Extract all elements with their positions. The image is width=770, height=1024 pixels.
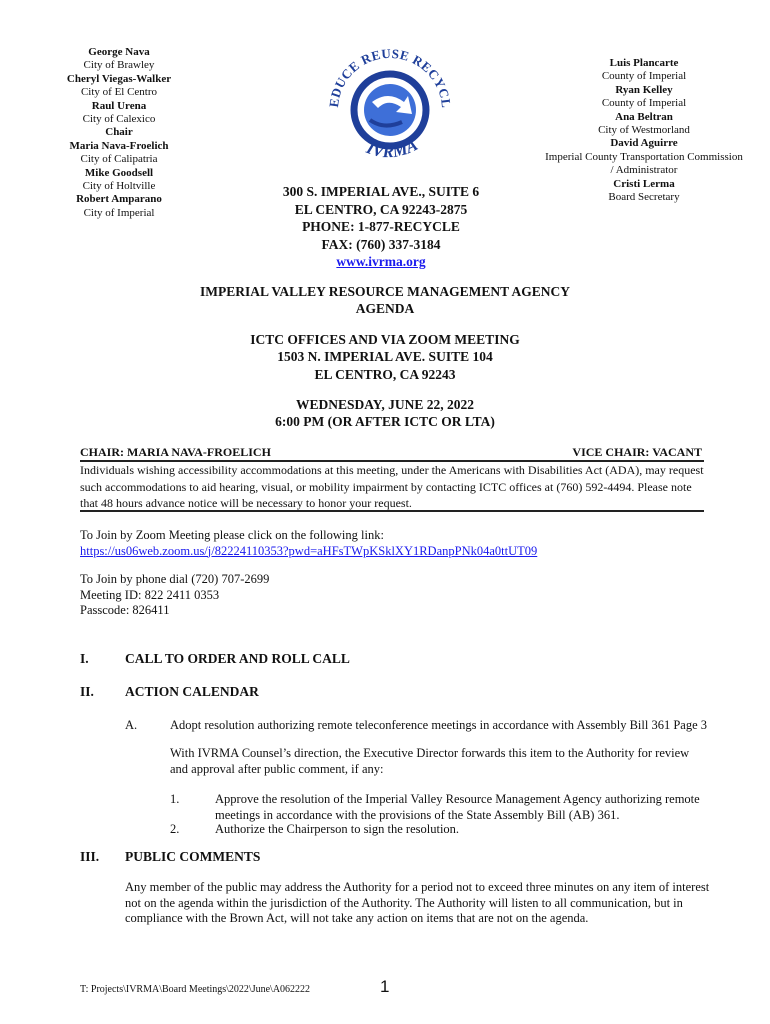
member-org: City of Imperial	[83, 206, 155, 219]
agency-title: IMPERIAL VALLEY RESOURCE MANAGEMENT AGENCY	[199, 284, 571, 299]
member-name: George Nava	[88, 46, 150, 58]
zoom-link[interactable]: https://us06web.zoom.us/j/82224110353?pwd=aHFsTWpKSklXY1RDanpPNk04a0ttUT09	[80, 543, 538, 558]
address-street: 300 S. IMPERIAL AVE., SUITE 6	[282, 184, 480, 199]
section-title: PUBLIC COMMENTS	[125, 849, 261, 864]
member-name: Mike Goodsell	[84, 166, 154, 179]
zoom-intro: To Join by Zoom Meeting please click on the following link:	[80, 528, 384, 542]
member-name: Ryan Kelley	[615, 83, 673, 96]
recycle-logo-icon	[322, 40, 458, 176]
board-members-right	[534, 57, 754, 204]
ada-notice: Individuals wishing accessibility accommodations at this meeting, under the Americans with Disabilities Act (ADA), may request such accommodations to aid hearing, visual, or mobility impairment by contacting ICTC offices at (760) 592-4494. Please note that 48 hours advance notice will be necessary to honor your request.	[80, 463, 704, 510]
member-name: David Aguirre	[610, 137, 678, 150]
member-org: City of Brawley	[83, 59, 155, 72]
section-number: III.	[80, 849, 100, 864]
member-org: Board Secretary	[608, 191, 680, 204]
meeting-datetime	[0, 396, 770, 431]
item-description: With IVRMA Counsel’s direction, the Executive Director forwards this item to the Authority for review and approval after public comment, if any:	[170, 746, 690, 776]
file-path: T: Projects\IVRMA\Board Meetings\2022\June\A062222	[80, 984, 311, 995]
member-org: City of Holtville	[82, 180, 156, 193]
section-title: CALL TO ORDER AND ROLL CALL	[125, 651, 350, 666]
website-link[interactable]: www.ivrma.org	[336, 254, 426, 269]
member-name: Robert Amparano	[76, 193, 162, 206]
phone-dial: To Join by phone dial (720) 707-2699	[80, 572, 270, 586]
member-name: Raul Urena	[91, 99, 147, 112]
meeting-date: WEDNESDAY, JUNE 22, 2022	[296, 397, 474, 412]
section-number: II.	[80, 684, 94, 699]
location-line: EL CENTRO, CA 92243	[314, 366, 456, 382]
location-line: 1503 N. IMPERIAL AVE. SUITE 104	[277, 349, 493, 365]
passcode: Passcode: 826411	[80, 603, 170, 617]
agency-address	[250, 183, 512, 271]
vice-chair: VICE CHAIR: VACANT	[572, 445, 702, 459]
subitem-text: Approve the resolution of the Imperial Valley Resource Management Agency authorizing remote meetings in accordance with the provisions of the State Assembly Bill (AB) 361.	[215, 792, 700, 822]
address-fax: FAX: (760) 337-3184	[321, 236, 441, 252]
member-name: Cheryl Viegas-Walker	[66, 72, 172, 85]
meeting-time: 6:00 PM (OR AFTER ICTC OR LTA)	[275, 414, 495, 430]
address-phone: PHONE: 1-877-RECYCLE	[302, 219, 460, 234]
item-letter: A.	[125, 718, 138, 732]
ivrma-logo	[322, 40, 458, 176]
member-org: Imperial County Transportation Commission / Administrator	[545, 150, 743, 177]
agenda-heading	[0, 283, 770, 318]
logo-arc-text: EDUCE REUSE RECYCL	[325, 45, 455, 109]
member-name: Cristi Lerma	[613, 177, 675, 190]
page-number: 1	[380, 977, 390, 996]
member-name: Maria Nava-Froelich	[69, 139, 169, 152]
svg-text:IVRMA	[363, 135, 421, 161]
member-org: County of Imperial	[601, 70, 687, 83]
phone-info	[80, 572, 480, 619]
member-role: Chair	[105, 126, 133, 139]
member-name: Ana Beltran	[615, 110, 673, 123]
member-org: City of Calexico	[82, 113, 156, 126]
subitem-number: 2.	[170, 822, 180, 836]
section-title: ACTION CALENDAR	[125, 684, 259, 699]
member-org: City of Calipatria	[80, 153, 158, 166]
document-title: AGENDA	[355, 301, 415, 317]
chair-row	[80, 445, 702, 460]
subitem-number: 1.	[170, 792, 180, 806]
divider	[80, 510, 704, 512]
meeting-location	[0, 331, 770, 383]
zoom-info	[80, 528, 720, 559]
subitem-text: Authorize the Chairperson to sign the resolution.	[215, 822, 460, 836]
member-org: County of Imperial	[601, 97, 687, 110]
location-line: ICTC OFFICES AND VIA ZOOM MEETING	[250, 332, 520, 347]
chair-name: CHAIR: MARIA NAVA-FROELICH	[80, 445, 271, 459]
logo-name: IVRMA	[363, 134, 421, 162]
member-org: City of Westmorland	[598, 124, 690, 137]
section-number: I.	[80, 651, 89, 666]
public-comments-text: Any member of the public may address the Authority for a period not to exceed three minutes on any item of interest not on the agenda within the jurisdiction of the Authority. The Authority will listen to all communication, but in compliance with the Brown Act, will not take any action on items that are not on the agenda.	[125, 880, 710, 925]
item-text: Adopt resolution authorizing remote teleconference meetings in accordance with Assembly Bill 361 Page 3	[170, 718, 707, 732]
board-members-left	[40, 46, 198, 220]
member-org: City of El Centro	[80, 86, 158, 99]
member-name: Luis Plancarte	[609, 57, 679, 69]
meeting-id: Meeting ID: 822 2411 0353	[80, 587, 220, 602]
address-city: EL CENTRO, CA 92243-2875	[294, 201, 468, 217]
